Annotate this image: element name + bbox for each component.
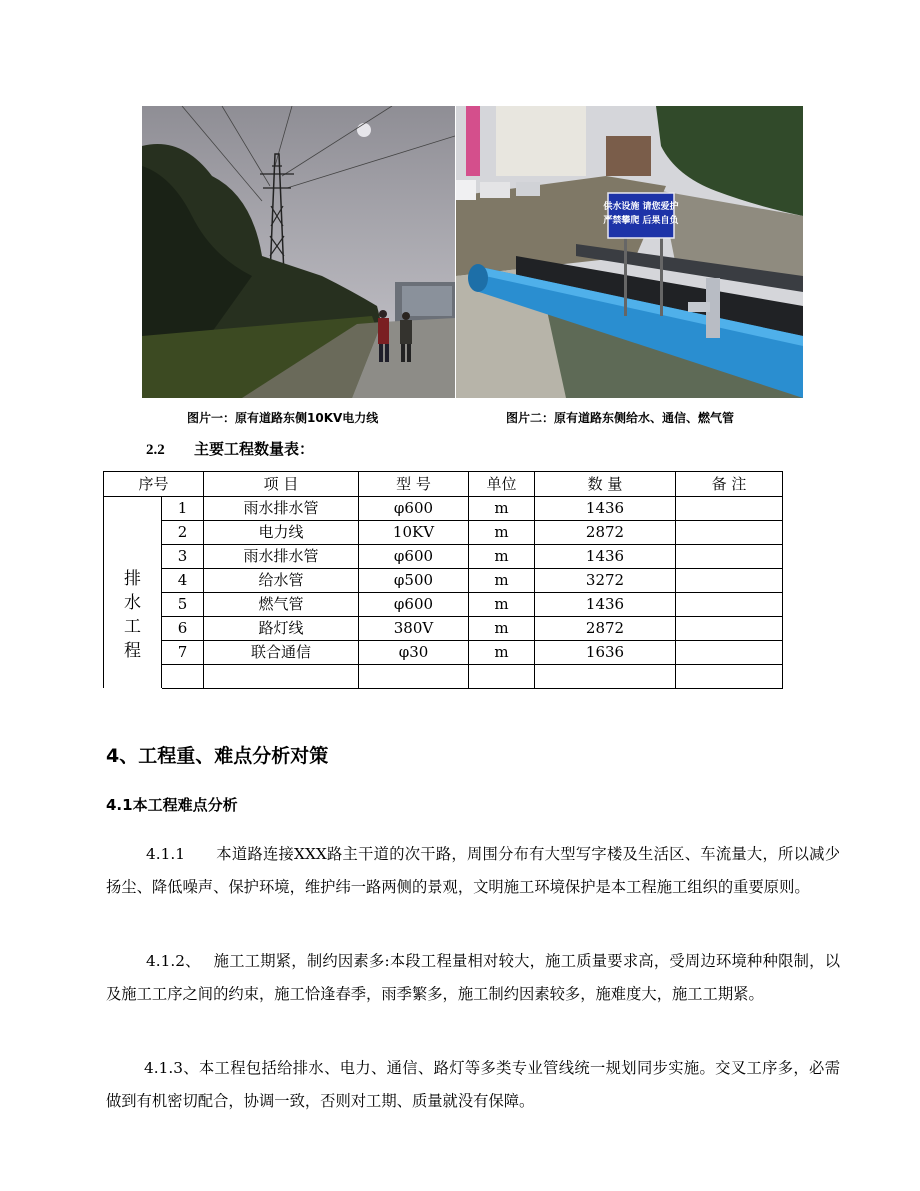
header-no: 序号 xyxy=(104,472,204,497)
cell-qty xyxy=(535,665,676,689)
table-row xyxy=(104,569,783,593)
table-header-row xyxy=(104,472,783,497)
photo-power-line xyxy=(142,106,455,398)
header-unit: 单位 xyxy=(469,472,535,497)
cell-item: 路灯线 xyxy=(204,617,359,641)
header-qty: 数 量 xyxy=(535,472,676,497)
group-label-char: 工 xyxy=(124,617,141,637)
cell-qty: 1436 xyxy=(535,497,676,521)
cell-spec: φ500 xyxy=(359,569,469,593)
table-row xyxy=(104,641,783,665)
cell-no: 7 xyxy=(162,641,204,665)
cell-unit: m xyxy=(469,521,535,545)
table-row xyxy=(104,617,783,641)
paragraph-4-1-3: 4.1.3、本工程包括给排水、电力、通信、路灯等多类专业管线统一规划同步实施。交叉工序多，必需做到有机密切配合，协调一致，否则对工期、质量就没有保障。 xyxy=(106,1059,840,1111)
cell-no: 1 xyxy=(162,497,204,521)
cell-note xyxy=(676,593,783,617)
cell-item: 雨水排水管 xyxy=(204,497,359,521)
section-number: 2.2 xyxy=(146,442,165,458)
cell-no: 2 xyxy=(162,521,204,545)
cell-spec: 10KV xyxy=(359,521,469,545)
group-label-char: 水 xyxy=(124,593,141,613)
cell-no: 5 xyxy=(162,593,204,617)
figure-caption-1: 图片一：原有道路东侧10KV电力线 xyxy=(187,411,379,425)
header-item: 项 目 xyxy=(204,472,359,497)
group-label-char: 排 xyxy=(124,569,141,589)
cell-spec xyxy=(359,665,469,689)
cell-note xyxy=(676,641,783,665)
table-row xyxy=(104,545,783,569)
sign-text-line-2: 严禁攀爬 后果自负 xyxy=(603,216,679,226)
paragraph-4-1-1: 4.1.1 本道路连接XXX路主干道的次干路，周围分布有大型写字楼及生活区、车流量大，所以减少扬尘、降低噪声、保护环境，维护纬一路两侧的景观，文明施工环境保护是本工程施工组织的重要原则。 xyxy=(106,845,840,897)
figure-caption-2: 图片二：原有道路东侧给水、通信、燃气管 xyxy=(506,411,735,425)
sign-text-line-1: 供水设施 请您爱护 xyxy=(603,202,679,212)
cell-no: 6 xyxy=(162,617,204,641)
cell-no xyxy=(162,665,204,689)
cell-note xyxy=(676,497,783,521)
cell-spec: φ30 xyxy=(359,641,469,665)
cell-unit: m xyxy=(469,641,535,665)
group-label xyxy=(104,497,162,689)
header-note: 备 注 xyxy=(676,472,783,497)
cell-qty: 1436 xyxy=(535,545,676,569)
cell-qty: 2872 xyxy=(535,617,676,641)
cell-no: 4 xyxy=(162,569,204,593)
cell-unit: m xyxy=(469,593,535,617)
cell-qty: 1636 xyxy=(535,641,676,665)
photo-pipes xyxy=(456,106,803,398)
quantity-table xyxy=(103,471,783,689)
header-spec: 型 号 xyxy=(359,472,469,497)
cell-item: 给水管 xyxy=(204,569,359,593)
section-heading-4: 4、工程重、难点分析对策 xyxy=(106,745,329,767)
cell-item: 联合通信 xyxy=(204,641,359,665)
cell-spec: φ600 xyxy=(359,593,469,617)
section-heading-2-2 xyxy=(146,438,314,459)
group-label-char: 程 xyxy=(124,641,141,661)
cell-note xyxy=(676,545,783,569)
cell-note xyxy=(676,617,783,641)
table-row xyxy=(104,593,783,617)
cell-qty: 1436 xyxy=(535,593,676,617)
section-heading-4-1: 4.1本工程难点分析 xyxy=(106,796,238,814)
cell-no: 3 xyxy=(162,545,204,569)
table-row xyxy=(104,521,783,545)
cell-item xyxy=(204,665,359,689)
cell-item: 电力线 xyxy=(204,521,359,545)
cell-spec: φ600 xyxy=(359,497,469,521)
cell-unit: m xyxy=(469,569,535,593)
cell-qty: 2872 xyxy=(535,521,676,545)
cell-unit: m xyxy=(469,545,535,569)
cell-note xyxy=(676,569,783,593)
cell-note xyxy=(676,665,783,689)
cell-note xyxy=(676,521,783,545)
cell-item: 雨水排水管 xyxy=(204,545,359,569)
paragraph-4-1-2: 4.1.2、 施工工期紧，制约因素多:本段工程量相对较大，施工质量要求高，受周边环境种种限制，以及施工工序之间的约束，施工恰逢春季，雨季繁多，施工制约因素较多，施难度大，施工工期紧。 xyxy=(106,952,840,1004)
cell-spec: 380V xyxy=(359,617,469,641)
cell-item: 燃气管 xyxy=(204,593,359,617)
table-row xyxy=(104,497,783,521)
cell-unit xyxy=(469,665,535,689)
cell-unit: m xyxy=(469,617,535,641)
cell-unit: m xyxy=(469,497,535,521)
section-title: 主要工程数量表： xyxy=(194,440,315,458)
table-row xyxy=(104,665,783,689)
cell-qty: 3272 xyxy=(535,569,676,593)
cell-spec: φ600 xyxy=(359,545,469,569)
